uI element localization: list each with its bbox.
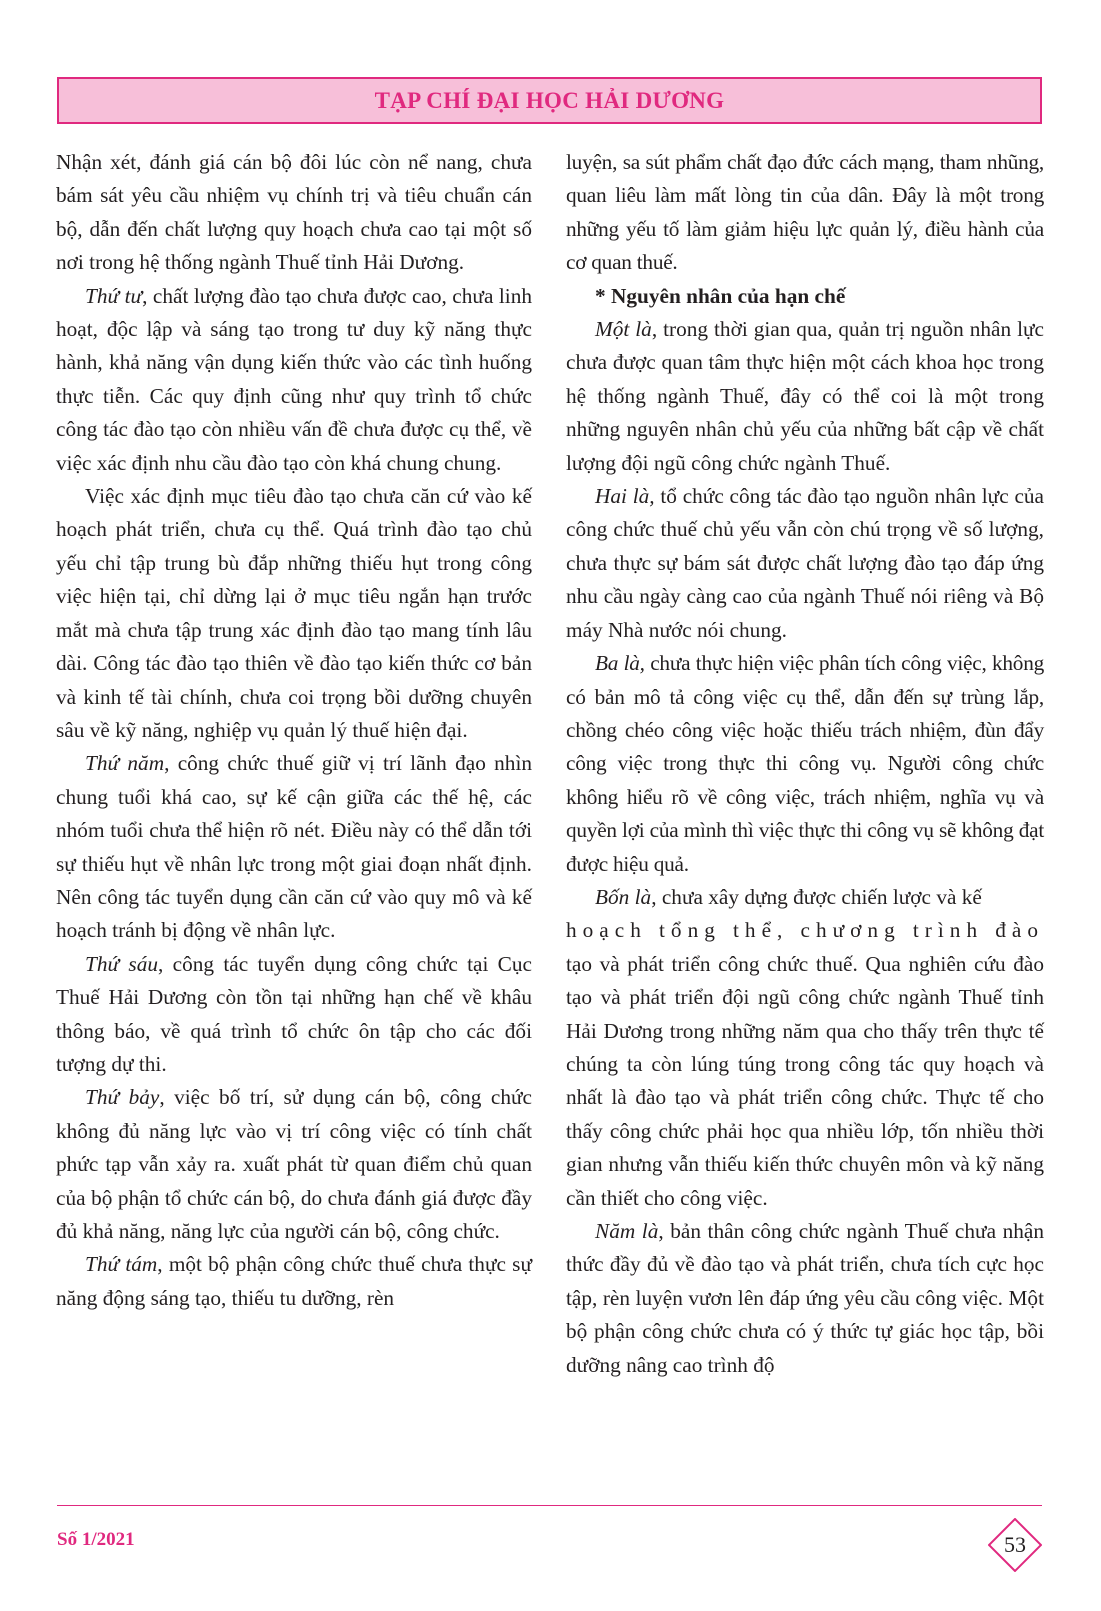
left-column (56, 146, 532, 1315)
paragraph: luyện, sa sút phẩm chất đạo đức cách mạng, tham nhũng, quan liêu làm mất lòng tin của dân. Đây là một trong những yếu tố làm giảm hiệu lực quản lý, điều hành của cơ quan thuế. (566, 150, 1044, 275)
journal-header-banner (57, 77, 1042, 124)
paragraph: tạo và phát triển công chức thuế. Qua nghiên cứu đào tạo và phát triển đội ngũ công chức ngành Thuế tỉnh Hải Dương trong những năm qua cho thấy trên thực tế chúng ta còn lúng túng trong công tác quy hoạch và nhất là đào tạo và phát triển công chức. Thực tế cho thấy công chức phải học qua nhiều lớp, tốn nhiều thời gian nhưng vẫn thiếu kiến thức chuyên môn và kỹ năng cần thiết cho công việc. (566, 951, 1044, 1210)
paragraph-text: , công chức thuế giữ vị trí lãnh đạo nhìn chung tuổi khá cao, sự kế cận giữa các thế hệ, các nhóm tuổi chưa thể hiện rõ nét. Điều này có thể dẫn tới sự thiếu hụt về nhân lực trong một giai đoạn nhất định. Nên công tác tuyển dụng cần căn cứ vào quy mô và kế hoạch tránh bị động về nhân lực. (56, 751, 533, 943)
paragraph-text: , công tác tuyển dụng công chức tại Cục Thuế Hải Dương còn tồn tại những hạn chế về khâu thông báo, về quá trình tổ chức ôn tập cho các đối tượng dự thi. (56, 951, 532, 1076)
paragraph-lead: Năm là (595, 1219, 659, 1243)
paragraph-lead: Thứ tám (85, 1252, 158, 1277)
issue-number: Số 1/2021 (57, 1529, 135, 1550)
paragraph-text: chưa thực hiện việc phân tích công việc, không có bản mô tả công việc cụ thể, dẫn đến sự trùng lắp, chồng chéo công việc hoặc thiếu trách nhiệm, đùn đẩy công việc trong thực thi công vụ. Người công chức không hiểu rõ về công việc, trách nhiệm, nghĩa vụ và quyền lợi của mình thì việc thực thi công vụ sẽ không đạt được hiệu quả. (566, 651, 1044, 876)
paragraph (56, 1248, 532, 1315)
page-number: 53 (1004, 1532, 1026, 1557)
paragraph: Việc xác định mục tiêu đào tạo chưa căn cứ vào kế hoạch phát triển, chưa cụ thể. Quá trình đào tạo chủ yếu chỉ tập trung bù đắp những thiếu hụt trong công việc hiện tại, chỉ dừng lại ở mục tiêu ngắn hạn trước mắt mà chưa tập trung xác định đào tạo mang tính lâu dài. Công tác đào tạo thiên về đào tạo kiến thức cơ bản và kinh tế tài chính, chưa coi trọng bồi dưỡng chuyên sâu về kỹ năng, nghiệp vụ quản lý thuế hiện đại. (56, 484, 532, 742)
paragraph (56, 280, 532, 480)
paragraph (56, 948, 532, 1082)
footer-divider (57, 1505, 1042, 1506)
paragraph (566, 1215, 1044, 1382)
paragraph: Nhận xét, đánh giá cán bộ đôi lúc còn nể nang, chưa bám sát yêu cầu nhiệm vụ chính trị và tiêu chuẩn cán bộ, dẫn đến chất lượng quy hoạch chưa cao tại một số nơi trong hệ thống ngành Thuế tỉnh Hải Dương. (56, 150, 532, 275)
paragraph (566, 480, 1044, 647)
page-number-badge (988, 1518, 1042, 1572)
right-column (566, 146, 1044, 1382)
paragraph-text: , chưa xây dựng được chiến lược và kế (651, 884, 982, 909)
paragraph-lead: Thứ bảy (85, 1085, 160, 1110)
paragraph-text: , bản thân công chức ngành Thuế chưa nhận thức đầy đủ về đào tạo và phát triển, chưa tích cực học tập, rèn luyện vươn lên đáp ứng yêu cầu công việc. Một bộ phận công chức chưa có ý thức tự giác học tập, bồi dưỡng nâng cao trình độ (566, 1219, 1044, 1377)
paragraph-text: tổ chức công tác đào tạo nguồn nhân lực của công chức thuế chủ yếu vẫn còn chú trọng về số lượng, chưa thực sự bám sát được chất lượng đào tạo đáp ứng nhu cầu ngày càng cao của ngành Thuế nói riêng và Bộ máy Nhà nước nói chung. (566, 484, 1044, 642)
paragraph-text: , việc bố trí, sử dụng cán bộ, công chức không đủ năng lực vào vị trí công việc có tính chất phức tạp vẫn xảy ra. xuất phát từ quan điểm chủ quan của bộ phận tổ chức cán bộ, do chưa đánh giá được đầy đủ khả năng, năng lực của người cán bộ, công chức. (56, 1085, 532, 1243)
paragraph-text: , trong thời gian qua, quản trị nguồn nhân lực chưa được quan tâm thực hiện một cách khoa học trong hệ thống ngành Thuế, đây có thể coi là một trong những nguyên nhân chủ yếu của những bất cập về chất lượng đội ngũ công chức ngành Thuế. (566, 317, 1044, 475)
paragraph (56, 747, 532, 947)
section-heading: * Nguyên nhân của hạn chế (595, 283, 846, 308)
paragraph-lead: Một là (595, 317, 652, 342)
paragraph (566, 881, 1044, 914)
paragraph (56, 1081, 532, 1248)
paragraph-line-spaced: hoạch tổng thể, chương trình đào (566, 918, 1044, 943)
paragraph-lead: Thứ năm (85, 751, 165, 776)
paragraph-lead: Bốn là (595, 884, 652, 909)
journal-title: TẠP CHÍ ĐẠI HỌC HẢI DƯƠNG (374, 87, 725, 113)
paragraph-lead: Hai là, (595, 484, 655, 509)
paragraph-lead: Thứ sáu (85, 951, 158, 976)
paragraph-text: , chất lượng đào tạo chưa được cao, chưa linh hoạt, độc lập và sáng tạo trong tư duy kỹ năng thực hành, khả năng vận dụng kiến thức vào các tình huống thực tiễn. Các quy định cũng như quy trình tổ chức công tác đào tạo còn nhiều vấn đề chưa được cụ thể, về việc xác định nhu cầu đào tạo còn khá chung chung. (56, 283, 532, 475)
paragraph (566, 313, 1044, 480)
paragraph-text: , một bộ phận công chức thuế chưa thực sự năng động sáng tạo, thiếu tu dưỡng, rèn (56, 1252, 532, 1310)
paragraph-lead: Ba là, (595, 651, 645, 676)
paragraph (566, 647, 1044, 881)
paragraph-lead: Thứ tư (85, 283, 143, 308)
